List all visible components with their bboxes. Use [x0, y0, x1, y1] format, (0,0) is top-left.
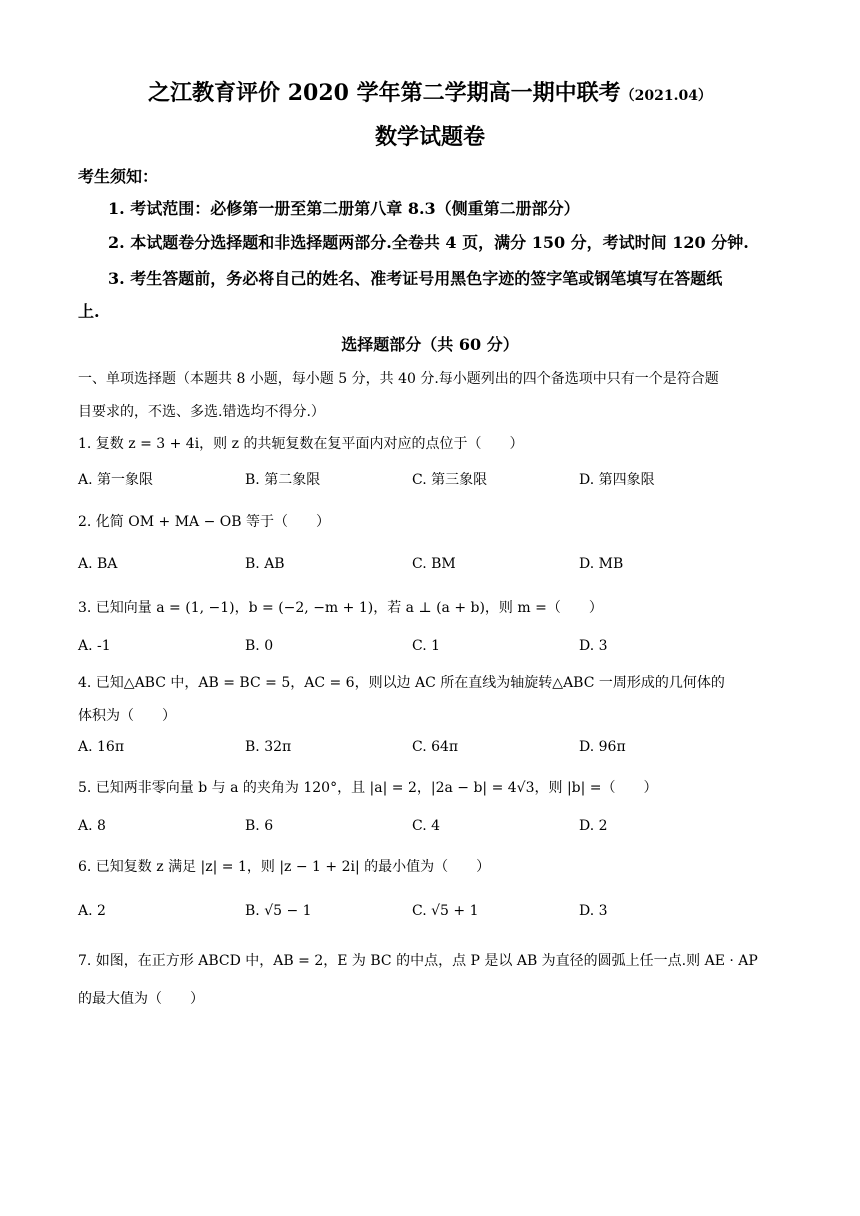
- question-4-option-a: A. 16π: [78, 739, 125, 755]
- question-7-stem-continued: 的最大值为（ ）: [78, 991, 204, 1007]
- question-5-option-c: C. 4: [412, 818, 441, 834]
- question-7-stem: 7. 如图，在正方形 ABCD 中，AB = 2，E 为 BC 的中点，点 P 是以 AB 为直径的圆弧上任一点.则 AE · AP: [78, 953, 758, 969]
- question-4-option-d: D. 96π: [579, 739, 626, 755]
- question-6-option-a: A. 2: [78, 903, 106, 919]
- question-5-option-a: A. 8: [78, 818, 106, 834]
- question-3-stem: 3. 已知向量 a = (1, −1)，b = (−2, −m + 1)，若 a ⊥ (a + b)，则 m =（ ）: [78, 600, 603, 616]
- exam-date: （2021.04）: [620, 88, 712, 104]
- question-6-stem: 6. 已知复数 z 满足 |z| = 1，则 |z − 1 + 2i| 的最小值为（ ）: [78, 859, 491, 875]
- notice-item-2: 2. 本试题卷分选择题和非选择题两部分.全卷共 4 页，满分 150 分，考试时间 120 分钟.: [108, 233, 749, 252]
- question-3-option-b: B. 0: [245, 638, 274, 654]
- question-6-option-b: B. √5 − 1: [245, 903, 312, 919]
- question-1-option-a: A. 第一象限: [78, 472, 154, 488]
- question-3-option-c: C. 1: [412, 638, 441, 654]
- question-4-stem: 4. 已知△ABC 中，AB = BC = 5，AC = 6，则以边 AC 所在直线为轴旋转△ABC 一周形成的几何体的: [78, 675, 725, 691]
- notice-item-3-continued: 上.: [78, 302, 100, 321]
- question-5-option-b: B. 6: [245, 818, 274, 834]
- question-5-stem: 5. 已知两非零向量 b 与 a 的夹角为 120°，且 |a| = 2，|2a − b| = 4√3，则 |b| =（ ）: [78, 780, 658, 796]
- notice-item-3: 3. 考生答题前，务必将自己的姓名、准考证号用黑色字迹的签字笔或钢笔填写在答题纸: [108, 269, 723, 288]
- notice-heading: 考生须知：: [78, 167, 159, 186]
- question-4-option-b: B. 32π: [245, 739, 292, 755]
- exam-title: [0, 76, 860, 107]
- question-1-option-b: B. 第二象限: [245, 472, 321, 488]
- question-3-option-a: A. -1: [78, 638, 111, 654]
- question-1-option-d: D. 第四象限: [579, 472, 655, 488]
- section-title: 选择题部分（共 60 分）: [341, 335, 519, 354]
- question-6-option-c: C. √5 + 1: [412, 903, 479, 919]
- question-2-stem: 2. 化简 OM + MA − OB 等于（ ）: [78, 514, 330, 530]
- question-2-option-d: D. MB: [579, 556, 624, 572]
- question-4-option-c: C. 64π: [412, 739, 459, 755]
- section-description-continued: 目要求的，不选、多选.错选均不得分.）: [78, 404, 325, 420]
- exam-subtitle: 数学试题卷: [374, 124, 485, 150]
- question-1-option-c: C. 第三象限: [412, 472, 488, 488]
- exam-title-text: 之江教育评价 2020 学年第二学期高一期中联考: [148, 80, 621, 106]
- question-2-option-c: C. BM: [412, 556, 456, 572]
- question-2-option-b: B. AB: [245, 556, 285, 572]
- question-3-option-d: D. 3: [579, 638, 608, 654]
- question-1-stem: 1. 复数 z = 3 + 4i，则 z 的共轭复数在复平面内对应的点位于（ ）: [78, 436, 524, 452]
- notice-item-1: 1. 考试范围：必修第一册至第二册第八章 8.3（侧重第二册部分）: [108, 199, 580, 218]
- question-4-stem-continued: 体积为（ ）: [78, 708, 176, 724]
- question-5-option-d: D. 2: [579, 818, 608, 834]
- question-2-option-a: A. BA: [78, 556, 118, 572]
- section-description: 一、单项选择题（本题共 8 小题，每小题 5 分，共 40 分.每小题列出的四个备选项中只有一个是符合题: [78, 371, 719, 387]
- question-6-option-d: D. 3: [579, 903, 608, 919]
